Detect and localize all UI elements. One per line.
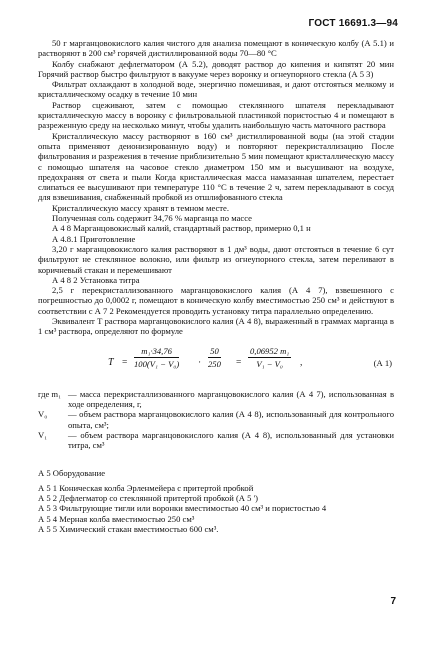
definition-symbol: где m₁ <box>38 388 62 399</box>
equipment-item: А 5 2 Дефлегматор со стеклянной притертой пробкой (А 5 ') <box>38 492 259 503</box>
fraction-numerator: m₁·34,76 <box>134 346 179 358</box>
definition-symbol: V₀ <box>38 409 48 420</box>
section-a481-title: А 4.8.1 Приготовление <box>52 233 136 244</box>
fraction-denominator: V₁ − V₀ <box>256 358 283 369</box>
paragraph: Колбу снабжают дефлегматором (А 5.2), доводят раствор до кипения и кипятят 20 мин Горячий раствор быстро фильтруют в вакууме через воронку и огнеупорного стекла (А 5 3) <box>38 58 394 79</box>
equipment-item: А 5 3 Фильтрующие тигли или воронки вместимостью 40 см³ и пористостью 4 <box>38 503 327 514</box>
equipment-item: А 5 4 Мерная колба вместимостью 250 см³ <box>38 513 195 524</box>
formula-a1 <box>38 343 394 385</box>
page-number: 7 <box>390 596 396 607</box>
formula-fraction-1 <box>134 346 179 370</box>
section-a482-title: А 4 8 2 Установка титра <box>52 274 140 285</box>
formula-equals: = <box>236 357 242 368</box>
section-a48-title: А 4 8 Марганцовокислый калий, стандартный раствор, примерно 0,1 н <box>52 223 311 234</box>
formula-dot: · <box>198 357 202 368</box>
formula-fraction-2 <box>208 346 221 370</box>
equipment-item: А 5 1 Коническая колба Эрленмейера с притертой пробкой <box>38 482 254 493</box>
equation-intro: Эквивалент Т раствора марганцовокислого калия (А 4 8), выраженный в граммах марганца в 1 см³ раствора, определяют по формуле <box>38 316 394 337</box>
paragraph: Полученная соль содержит 34,76 % марганца по массе <box>52 213 252 224</box>
paragraph: Раствор сцеживают, затем с помощью стеклянного шпателя перекладывают кристаллическую массу в воронку с фильтровальной пластинкой пористостью 4 и помещают в разреженную среду на несколько минут, чтобы удалить наибольшую часть маточного раствора <box>38 99 394 131</box>
paragraph: Кристаллическую массу хранят в темном месте. <box>52 202 230 213</box>
fraction-denominator: 100(V₁ − V₀) <box>134 358 180 369</box>
paragraph: 50 г марганцовокислого калия чистого для анализа помещают в коническую колбу (А 5.1) и растворяют в 200 см³ горячей дистиллированной воды 70—80 °С <box>38 38 394 59</box>
formula-lhs: T <box>108 356 114 368</box>
definition-text: — объем раствора марганцовокислого калия (А 4 8), использованный для контрольного опыта, см³; <box>68 409 394 430</box>
fraction-denominator: 250 <box>208 358 221 369</box>
definition-symbol: V₁ <box>38 429 48 440</box>
paragraph: Кристаллическую массу растворяют в 160 см³ дистиллированной воды (на этой стадии опыта применяют деионизированную воду) и повторяют перекристаллизацию После фильтрования и разрежения в течение приблизительно 5 мин помещают кристаллическую массу с помощью шпателя на часовое стекло диаметром 150 мм и высушивают на воздухе, предохраняя от света и пыли Когда кристаллическая масса намазанная шпателем, перестает слипаться ее высушивают при температуре 110 °С в течение 2 ч, затем перекладывают в сосуд для взвешивания, снабженный пробкой из отшлифованного стекла <box>38 130 394 203</box>
fraction-numerator: 50 <box>208 346 221 358</box>
equipment-title: А 5 Оборудование <box>38 468 106 479</box>
paragraph: Фильтрат охлаждают в холодной воде, энергично помешивая, и дают отстояться мелкому и кристаллическому осадку в течение 10 мин <box>38 79 394 100</box>
equipment-list <box>38 483 394 534</box>
page-content <box>38 38 394 534</box>
section-a481-text: 3,20 г марганцовокислого калия растворяют в 1 дм³ воды, дают отстояться в течение 6 сут фильтруют не стеклянное волокно, или фильтр из огнеупорного стекла, затем переливают в коричневый стакан и перемешивают <box>38 243 394 275</box>
fraction-numerator: 0,06952 m₁ <box>248 346 291 358</box>
definition-text: — масса перекристаллизованного марганцовокислого калия (А 4 7), использованная в ходе определения, г, <box>68 388 394 409</box>
section-a482-text: 2,5 г перекристаллизованного марганцовокислого калия (А 4 7), взвешенного с погрешностью до 0,0002 г, помещают в коническую колбу вместимостью 250 см³ и действуют в соответствии с А 7 2 Рекомендуется проводить установку титра параллельно определению. <box>38 285 394 316</box>
definitions-list <box>38 389 394 451</box>
formula-equals: = <box>122 357 128 368</box>
equipment-item: А 5 5 Химический стакан вместимостью 600 см³. <box>38 523 219 534</box>
formula-fraction-3 <box>248 346 291 370</box>
formula-tag: (А 1) <box>373 357 392 368</box>
formula-comma: , <box>300 357 303 368</box>
standard-header: ГОСТ 16691.3—94 <box>308 18 398 29</box>
definition-text: — объем раствора марганцовокислого калия (А 4 8), использованный для установки титра, см³ <box>68 429 394 451</box>
